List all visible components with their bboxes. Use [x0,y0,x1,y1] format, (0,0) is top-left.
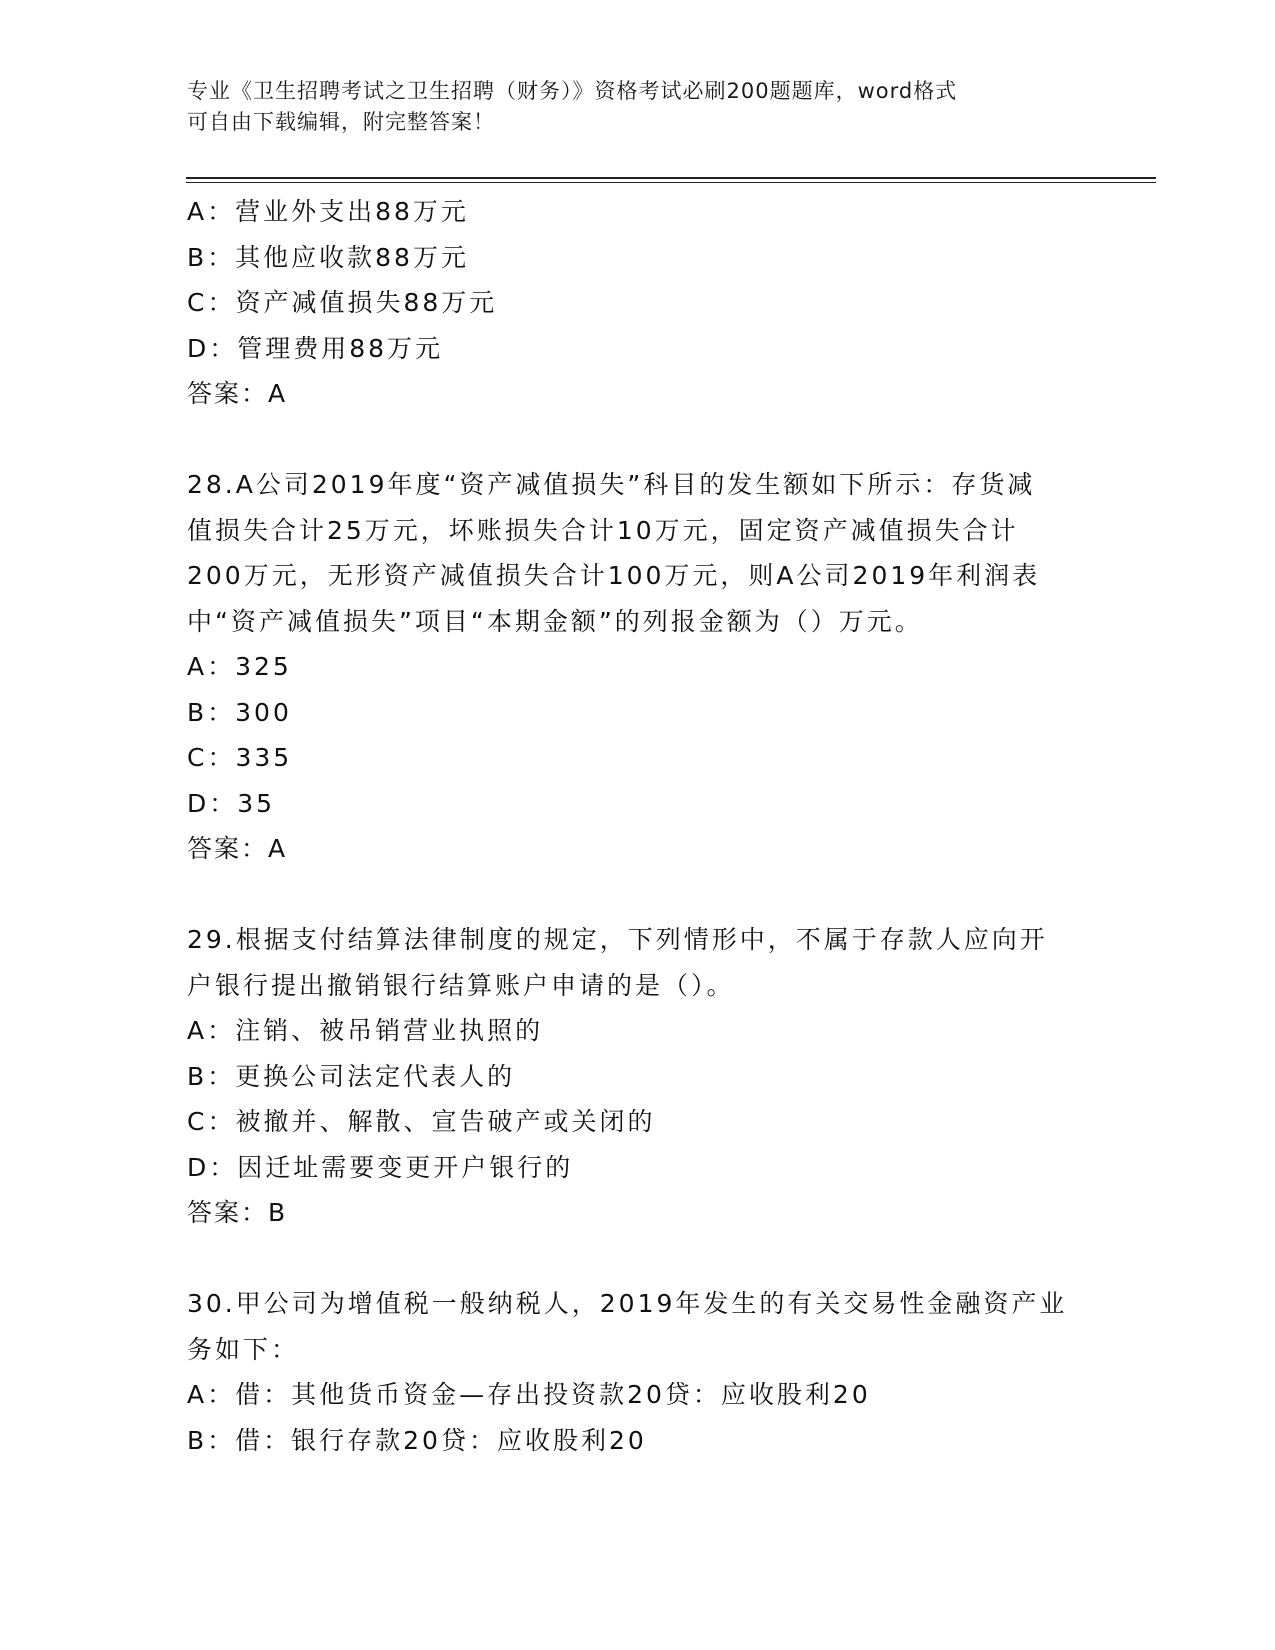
question-text-line: 务如下： [187,1334,300,1364]
option-c: C：被撤并、解散、宣告破产或关闭的 [187,1107,656,1136]
question-text-line: 30.甲公司为增值税一般纳税人，2019年发生的有关交易性金融资产业 [187,1289,1068,1318]
option-b: B：其他应收款88万元 [187,242,469,272]
option-a: A：借：其他货币资金—存出投资款20贷：应收股利20 [187,1380,871,1409]
option-b: B：300 [187,697,292,727]
spacer [187,417,1087,463]
answer-line: 答案：B [187,1198,288,1227]
option-a: A：营业外支出88万元 [187,197,469,226]
document-body [187,189,1087,1463]
question-28 [187,462,1087,872]
question-text-line: 值损失合计25万元，坏账损失合计10万元，固定资产减值损失合计 [187,515,1019,545]
question-text-line: 中“资产减值损失”项目“本期金额”的列报金额为（）万元。 [187,606,923,636]
answer-line: 答案：A [187,379,288,408]
spacer [187,1236,1087,1282]
question-27-tail [187,189,1087,417]
option-c: C：335 [187,743,293,772]
header-divider-thick [186,177,1156,179]
document-header [187,76,1087,138]
option-a: A：325 [187,652,292,681]
question-text-line: 200万元，无形资产减值损失合计100万元，则A公司2019年利润表 [187,561,1041,590]
option-d: D：因迁址需要变更开户银行的 [187,1152,574,1182]
question-30 [187,1281,1087,1463]
option-b: B：更换公司法定代表人的 [187,1061,516,1091]
option-b: B：借：银行存款20贷：应收股利20 [187,1425,647,1455]
option-d: D：管理费用88万元 [187,333,444,363]
question-text-line: 户银行提出撤销银行结算账户申请的是（）。 [187,970,735,1000]
answer-line: 答案：A [187,834,288,863]
spacer [187,872,1087,918]
header-line-2: 可自由下载编辑，附完整答案！ [187,110,495,134]
option-a: A：注销、被吊销营业执照的 [187,1016,544,1045]
header-divider-thin [186,182,1156,183]
option-d: D：35 [187,788,276,818]
question-text-line: 29.根据支付结算法律制度的规定，下列情形中，不属于存款人应向开 [187,925,1048,954]
option-c: C：资产减值损失88万元 [187,288,498,317]
question-29 [187,917,1087,1236]
header-line-1: 专业《卫生招聘考试之卫生招聘（财务）》资格考试必刷200题题库，word格式 [187,79,958,103]
question-text-line: 28.A公司2019年度“资产减值损失”科目的发生额如下所示：存货减 [187,470,1036,499]
